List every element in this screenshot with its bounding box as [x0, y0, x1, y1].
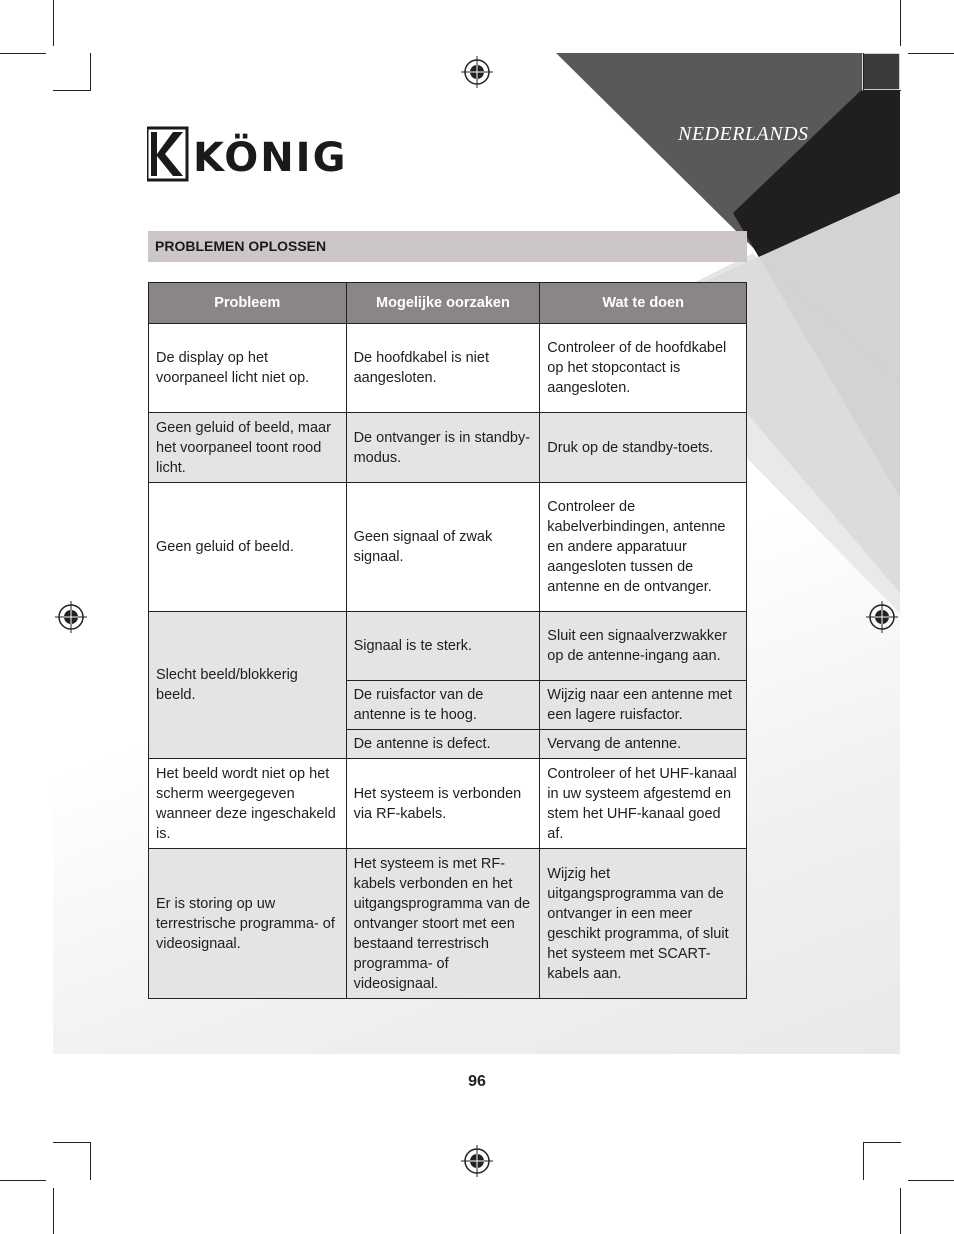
crop-mark	[53, 90, 91, 91]
crop-mark	[863, 90, 901, 91]
problem-cell: Het beeld wordt niet op het scherm weergegeven wanneer deze ingeschakeld is.	[149, 759, 347, 849]
crop-mark	[53, 0, 54, 46]
cause-cell: De ontvanger is in standby-modus.	[346, 413, 540, 483]
section-title: PROBLEMEN OPLOSSEN	[155, 238, 327, 254]
cause-cell: De antenne is defect.	[346, 730, 540, 759]
action-cell: Wijzig naar een antenne met een lagere ruisfactor.	[540, 681, 747, 730]
table-header-row	[149, 283, 747, 324]
action-cell: Druk op de standby-toets.	[540, 413, 747, 483]
crop-mark	[863, 1142, 864, 1180]
action-cell: Sluit een signaalverzwakker op de antenne-ingang aan.	[540, 612, 747, 681]
table-row	[149, 483, 747, 612]
registration-mark-icon	[460, 55, 494, 89]
crop-mark	[0, 53, 46, 54]
table-row	[149, 612, 747, 681]
registration-mark-icon	[460, 1144, 494, 1178]
crop-mark	[863, 1142, 901, 1143]
crop-mark	[908, 1180, 954, 1181]
problem-cell: Geen geluid of beeld, maar het voorpaneel toont rood licht.	[149, 413, 347, 483]
page-number: 96	[468, 1073, 486, 1090]
table-row	[149, 324, 747, 413]
cause-cell: Geen signaal of zwak signaal.	[346, 483, 540, 612]
konig-logo	[147, 124, 357, 184]
troubleshooting-table	[148, 282, 747, 999]
action-cell: Wijzig het uitgangsprogramma van de ontvanger in een meer geschikt programma, of sluit het systeem met SCART-kabels aan.	[540, 849, 747, 999]
crop-mark	[53, 1188, 54, 1234]
column-header-problem: Probleem	[149, 283, 347, 324]
cause-cell: Het systeem is met RF-kabels verbonden en het uitgangsprogramma van de ontvanger stoort met een bestaand terrestrisch programma- of videosignaal.	[346, 849, 540, 999]
column-header-causes: Mogelijke oorzaken	[346, 283, 540, 324]
cause-cell: De ruisfactor van de antenne is te hoog.	[346, 681, 540, 730]
language-label: NEDERLANDS	[678, 123, 809, 145]
action-cell: Controleer of het UHF-kanaal in uw systeem afgestemd en stem het UHF-kanaal goed af.	[540, 759, 747, 849]
problem-cell: Er is storing op uw terrestrische programma- of videosignaal.	[149, 849, 347, 999]
action-cell: Controleer of de hoofdkabel op het stopcontact is aangesloten.	[540, 324, 747, 413]
table-row	[149, 849, 747, 999]
cause-cell: De hoofdkabel is niet aangesloten.	[346, 324, 540, 413]
problem-cell: Geen geluid of beeld.	[149, 483, 347, 612]
corner-square	[863, 53, 900, 90]
crop-mark	[0, 1180, 46, 1181]
section-header	[148, 231, 747, 262]
cause-cell: Het systeem is verbonden via RF-kabels.	[346, 759, 540, 849]
problem-cell: De display op het voorpaneel licht niet op.	[149, 324, 347, 413]
crop-mark	[908, 53, 954, 54]
registration-mark-icon	[54, 600, 88, 634]
table-row	[149, 413, 747, 483]
crop-mark	[90, 53, 91, 91]
column-header-actions: Wat te doen	[540, 283, 747, 324]
table-row	[149, 759, 747, 849]
crop-mark	[90, 1142, 91, 1180]
cause-cell: Signaal is te sterk.	[346, 612, 540, 681]
crop-mark	[863, 53, 864, 91]
crop-mark	[900, 0, 901, 46]
problem-cell: Slecht beeld/blokkerig beeld.	[149, 612, 347, 759]
registration-mark-icon	[865, 600, 899, 634]
action-cell: Controleer de kabelverbindingen, antenne en andere apparatuur aangesloten tussen de antenne en de ontvanger.	[540, 483, 747, 612]
brand-name: KÖNIG	[193, 135, 348, 181]
action-cell: Vervang de antenne.	[540, 730, 747, 759]
crop-mark	[900, 1188, 901, 1234]
crop-mark	[53, 1142, 91, 1143]
